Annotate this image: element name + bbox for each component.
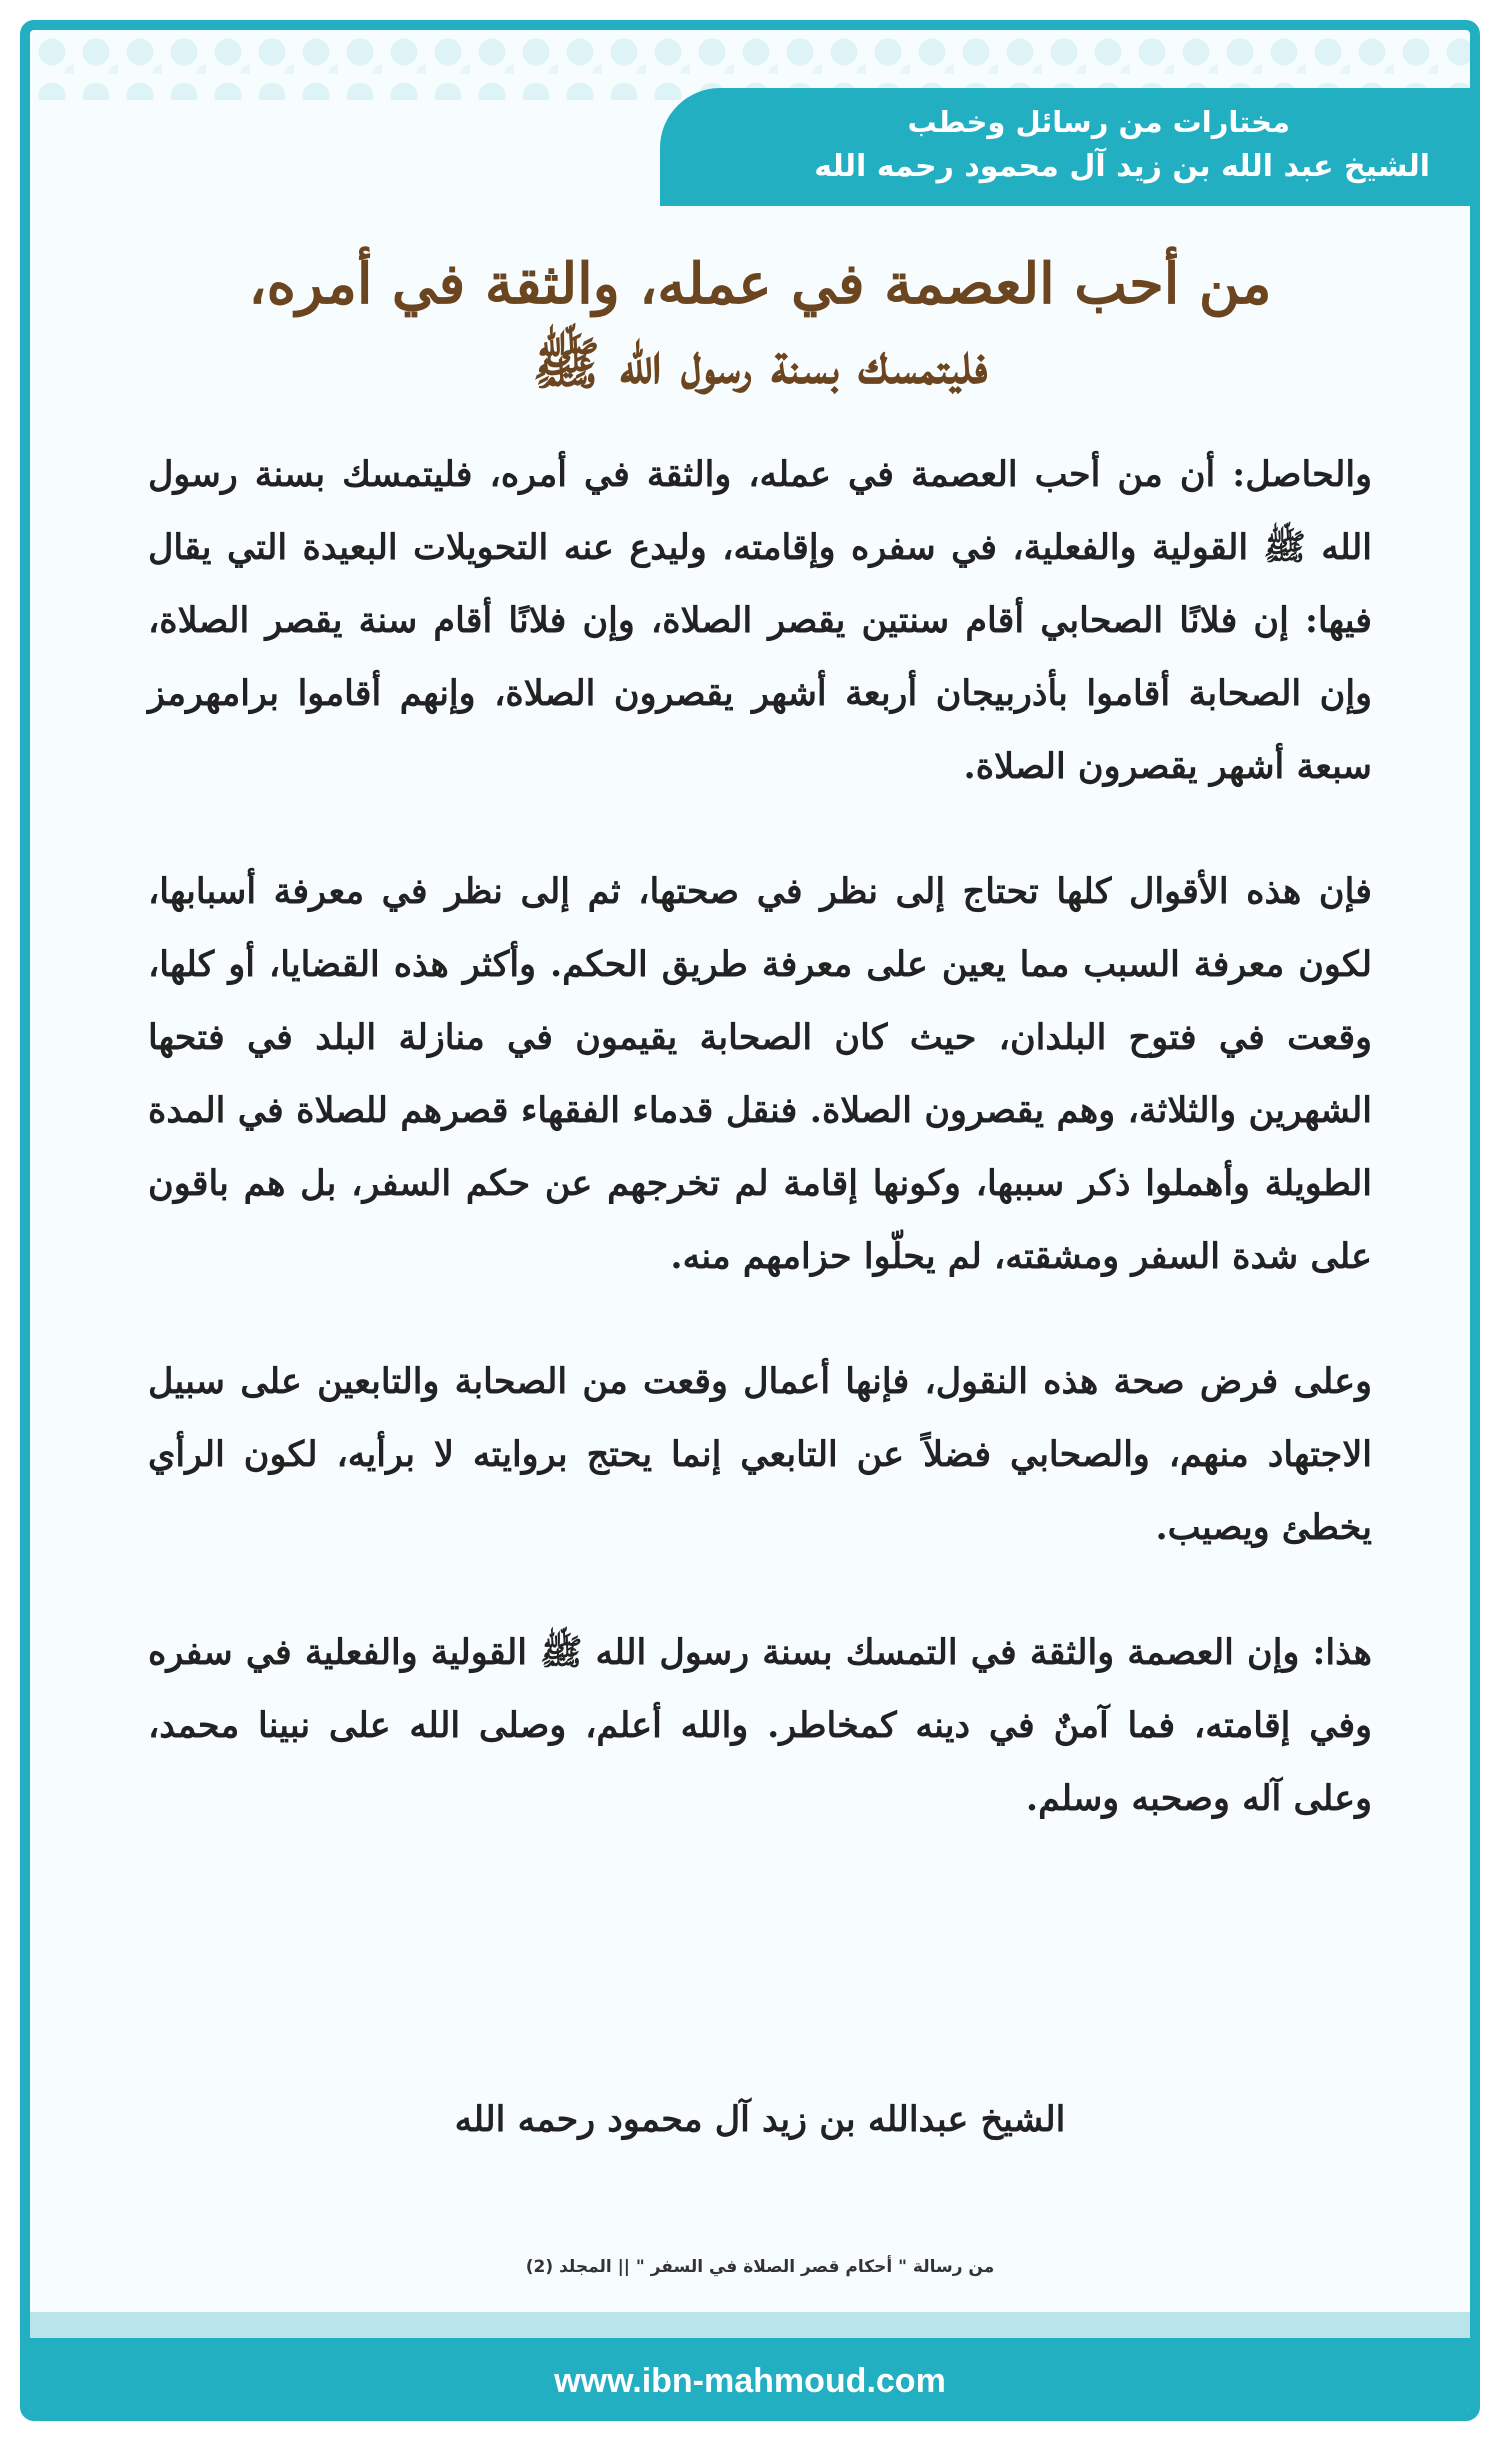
paragraph-2: فإن هذه الأقوال كلها تحتاج إلى نظر في صحتها، ثم إلى نظر في معرفة أسبابها، لكون معرفة السبب مما يعين على معرفة طريق الحكم. وأكثر هذه القضايا، أو كلها، وقعت في فتوح البلدان، حيث كان الصحابة يقيمون في منازلة البلد في فتحها الشهرين والثلاثة، وهم يقصرون الصلاة. فنقل قدماء الفقهاء قصرهم للصلاة في المدة الطويلة وأهملوا ذكر سببها، وكونها إقامة لم تخرجهم عن حكم السفر، بل هم باقون على شدة السفر ومشقته، لم يحلّوا حزامهم منه. bbox=[148, 871, 1372, 1277]
footer-divider bbox=[30, 2312, 1470, 2338]
paragraph-3: وعلى فرض صحة هذه النقول، فإنها أعمال وقعت من الصحابة والتابعين على سبيل الاجتهاد منهم، والصحابي فضلاً عن التابعي إنما يحتج بروايته لا برأيه، لكون الرأي يخطئ ويصيب. bbox=[148, 1361, 1372, 1548]
paragraph-1: والحاصل: أن من أحب العصمة في عمله، والثقة في أمره، فليتمسك بسنة رسول الله ﷺ القولية والفعلية، في سفره وإقامته، وليدع عنه التحويلات البعيدة التي يقال فيها: إن فلانًا الصحابي أقام سنتين يقصر الصلاة، وإن فلانًا أقام سنة يقصر الصلاة، وإن الصحابة أقاموا بأذربيجان أربعة أشهر يقصرون الصلاة، وإنهم أقاموا برامهرمز سبعة أشهر يقصرون الصلاة. bbox=[148, 454, 1372, 787]
header-author: الشيخ عبد الله بن زيد آل محمود رحمه الله bbox=[814, 149, 1430, 184]
title-line-1: من أحب العصمة في عمله، والثقة في أمره، bbox=[248, 251, 1272, 317]
source-citation: من رسالة " أحكام قصر الصلاة في السفر " || المجلد (2) bbox=[525, 2257, 995, 2277]
page-card bbox=[20, 20, 1480, 2421]
header-subtitle: مختارات من رسائل وخطب bbox=[907, 105, 1290, 139]
article-body bbox=[148, 438, 1372, 1887]
page-title bbox=[150, 244, 1370, 404]
title-line-2: فليتمسك بسنة رسول الله ﷺ bbox=[532, 331, 988, 397]
footer-bar bbox=[30, 2338, 1470, 2421]
website-link[interactable]: www.ibn-mahmoud.com bbox=[554, 2362, 946, 2400]
signature: الشيخ عبدالله بن زيد آل محمود رحمه الله bbox=[454, 2099, 1066, 2140]
paragraph-4: هذا: وإن العصمة والثقة في التمسك بسنة رسول الله ﷺ القولية والفعلية في سفره وفي إقامته، فما آمنٌ في دينه كمخاطر. والله أعلم، وصلى الله على نبينا محمد، وعلى آله وصحبه وسلم. bbox=[148, 1632, 1372, 1819]
header-banner bbox=[660, 88, 1470, 206]
